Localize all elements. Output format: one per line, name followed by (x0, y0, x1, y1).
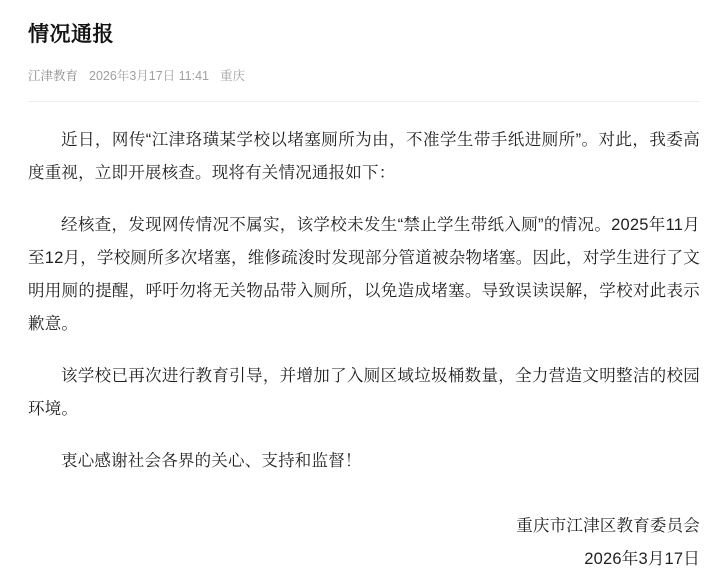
article-timestamp: 2026年3月17日 11:41 (89, 69, 210, 83)
article-paragraph: 衷心感谢社会各界的关心、支持和监督！ (61, 452, 362, 470)
article-paragraph: 经核查，发现网传情况不属实，该学校未发生“禁止学生带纸入厕”的情况。2025年11月至12月，学校厕所多次堵塞，维修疏浚时发现部分管道被杂物堵塞。因此，对学生进行了文明用厕的提醒，呼吁勿将无关物品带入厕所，以免造成堵塞。导致误读误解，学校对此表示歉意。 (28, 216, 700, 333)
signature-organization: 重庆市江津区教育委员会 (516, 517, 700, 535)
header-divider (28, 101, 700, 102)
article-signature (28, 510, 700, 576)
article-body (28, 124, 700, 478)
page-title: 情况通报 (28, 23, 114, 46)
article-paragraph: 近日，网传“江津珞璜某学校以堵塞厕所为由，不准学生带手纸进厕所”。对此，我委高度重视，立即开展核查。现将有关情况通报如下： (28, 131, 700, 182)
article-location: 重庆 (220, 69, 246, 83)
article-meta (28, 67, 700, 85)
article-source: 江津教育 (28, 69, 79, 83)
signature-date: 2026年3月17日 (584, 550, 700, 568)
article-paragraph: 该学校已再次进行教育引导，并增加了入厕区域垃圾桶数量，全力营造文明整洁的校园环境。 (28, 367, 700, 418)
